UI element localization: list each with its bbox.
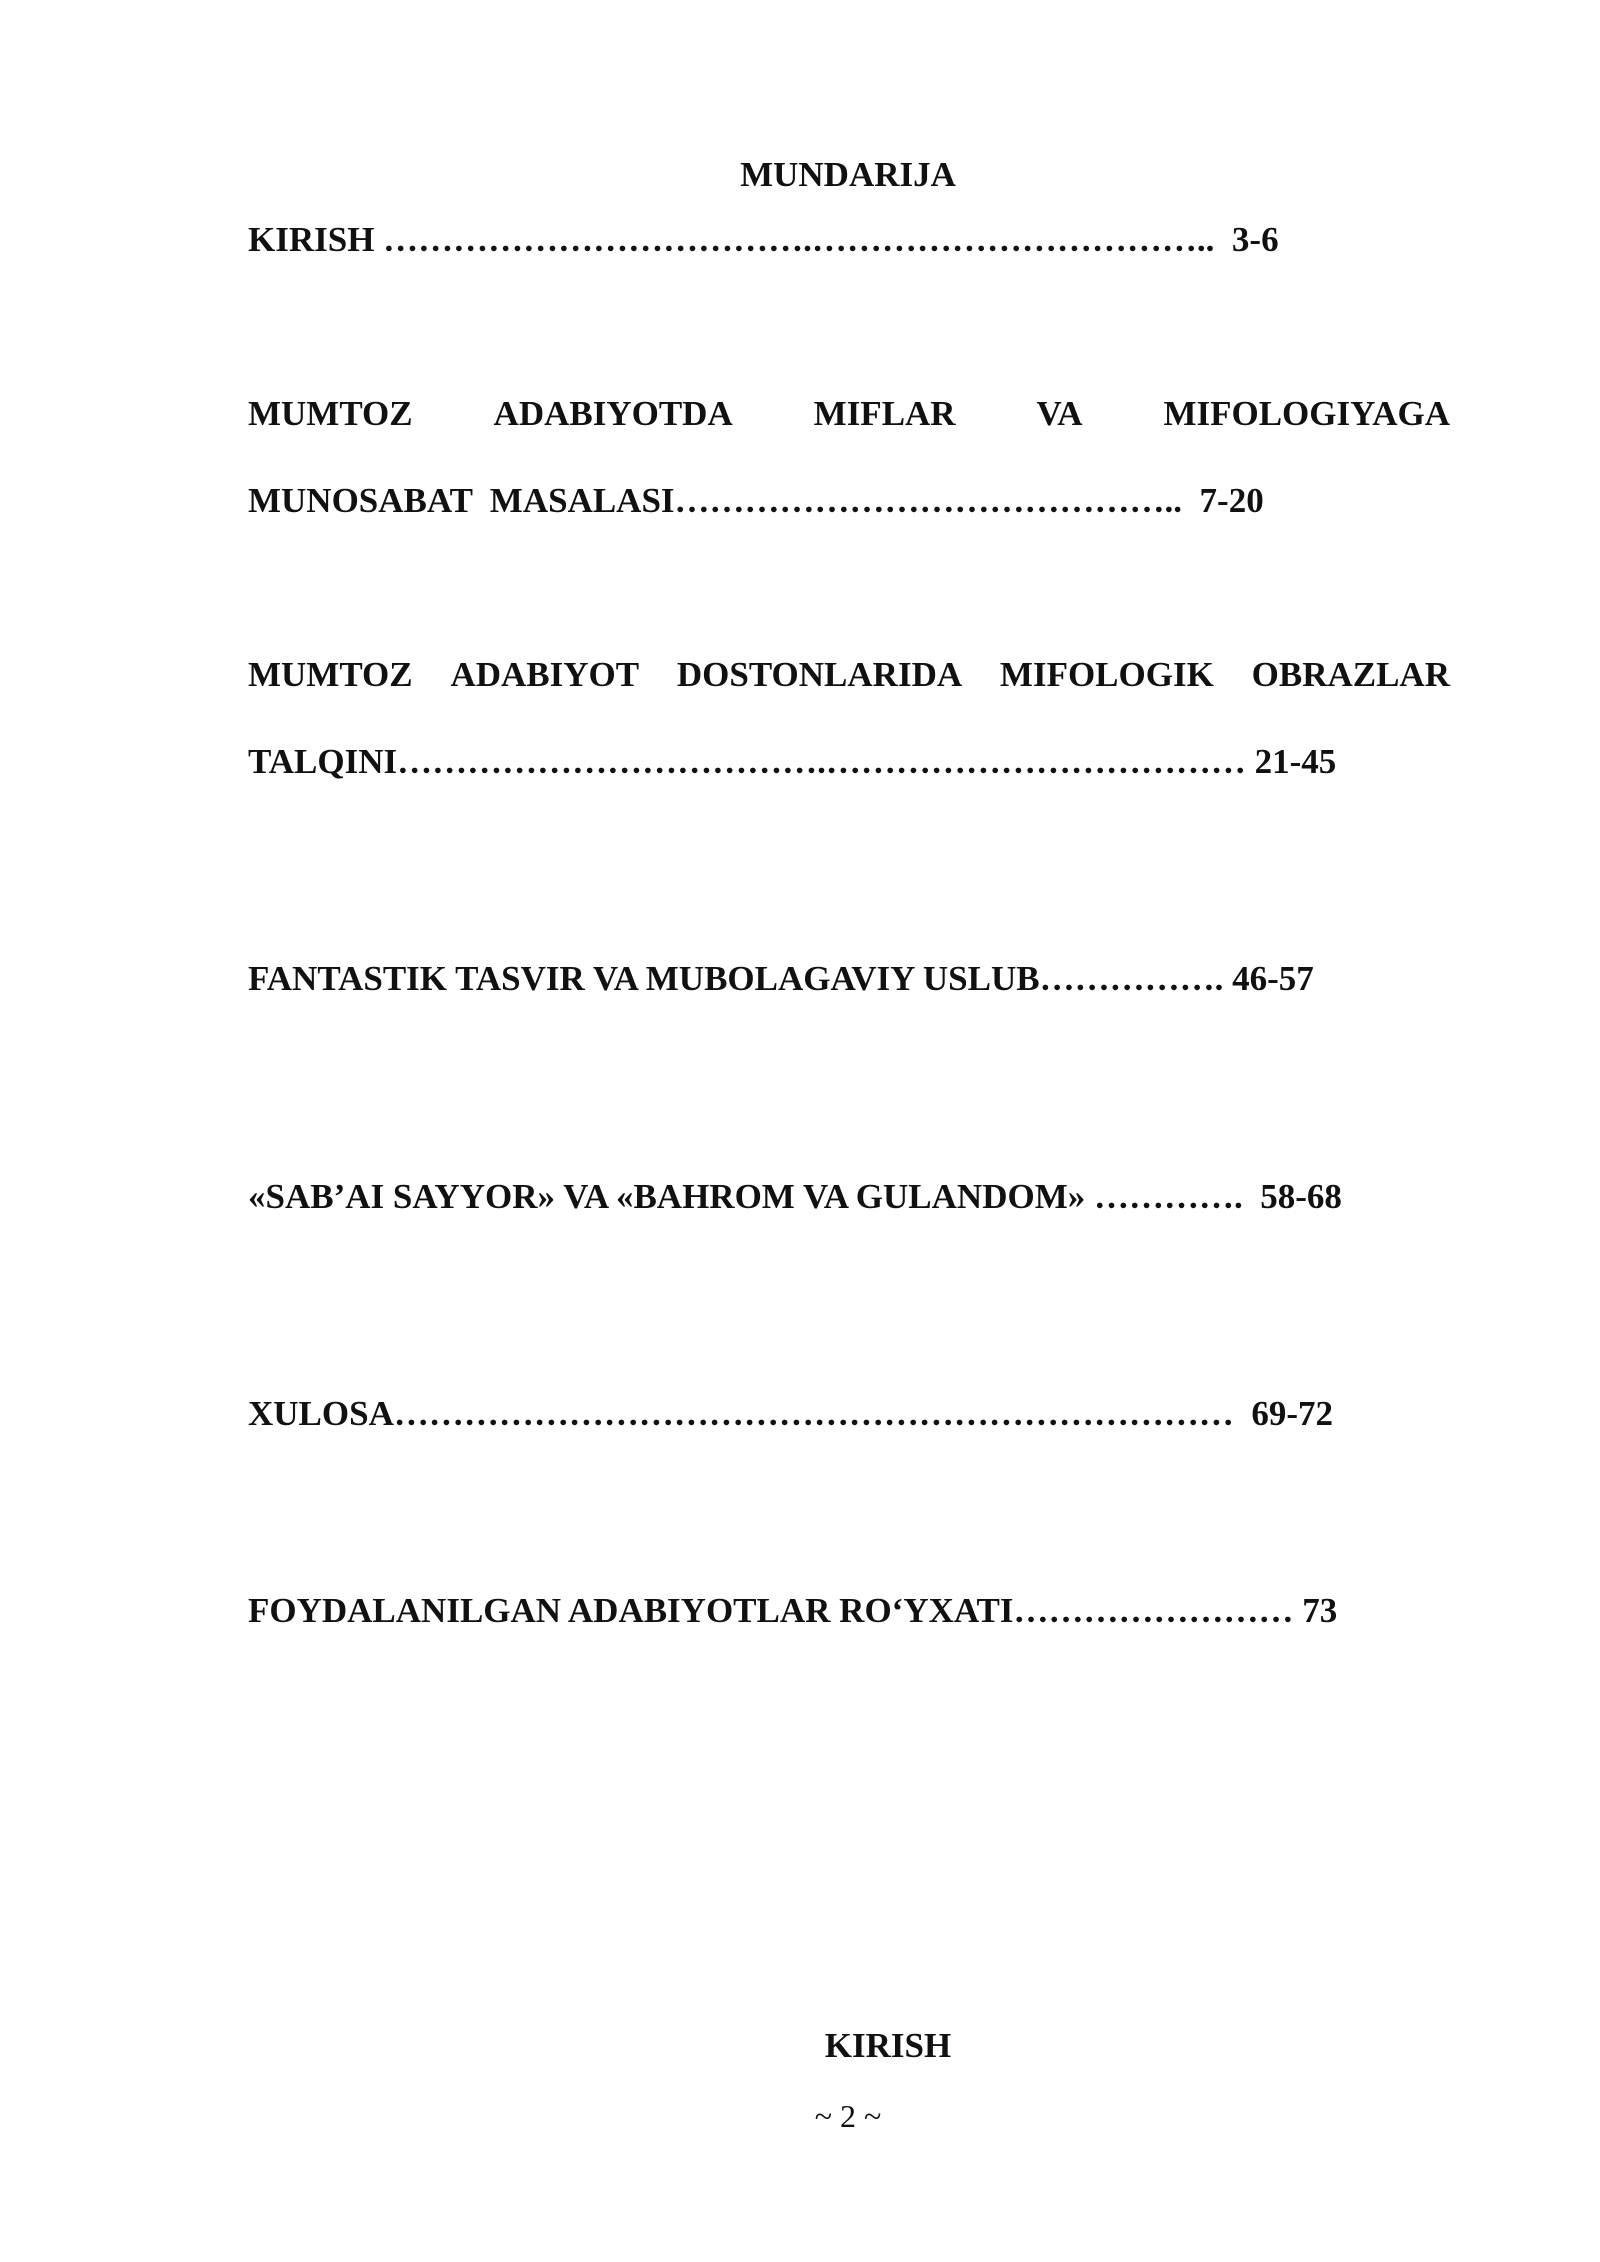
toc-word: OBRAZLAR bbox=[1251, 655, 1450, 694]
next-section-heading: KIRISH bbox=[824, 2026, 952, 2065]
toc-entry-chapter2-line2: TALQINI……………………………….……………………………… 21-45 bbox=[248, 742, 1337, 781]
toc-entry-chapter2-line1 bbox=[248, 653, 1450, 697]
toc-entry-references: FOYDALANILGAN ADABIYOTLAR RO‘YXATI…………………… 73 bbox=[248, 1591, 1338, 1630]
toc-word: ADABIYOTDA bbox=[493, 394, 733, 433]
toc-entry-chapter3: FANTASTIK TASVIR VA MUBOLAGAVIY USLUB……………. 46-57 bbox=[248, 959, 1314, 998]
toc-word: MIFOLOGIYAGA bbox=[1163, 394, 1450, 433]
toc-entry-kirish: KIRISH ……………………………….…………………………….. 3-6 bbox=[248, 220, 1279, 259]
toc-entry-chapter1-line1 bbox=[248, 392, 1450, 436]
toc-word: MIFLAR bbox=[813, 394, 956, 433]
toc-entry-chapter1-line2: MUNOSABAT MASALASI…………………………………….. 7-20 bbox=[248, 481, 1264, 520]
toc-heading: MUNDARIJA bbox=[740, 155, 956, 194]
toc-entry-chapter4: «SAB’AI SAYYOR» VA «BAHROM VA GULANDOM» …………. 58-68 bbox=[248, 1177, 1342, 1216]
toc-word: MUMTOZ bbox=[248, 394, 413, 433]
toc-word: ADABIYOT bbox=[450, 655, 640, 694]
toc-entry-conclusion: XULOSA……………………………………………………………… 69-72 bbox=[248, 1394, 1334, 1433]
toc-word: DOSTONLARIDA bbox=[676, 655, 963, 694]
page-number: ~ 2 ~ bbox=[814, 2098, 882, 2134]
toc-word: MIFOLOGIK bbox=[999, 655, 1214, 694]
toc-word: MUMTOZ bbox=[248, 655, 413, 694]
toc-word: VA bbox=[1036, 394, 1083, 433]
